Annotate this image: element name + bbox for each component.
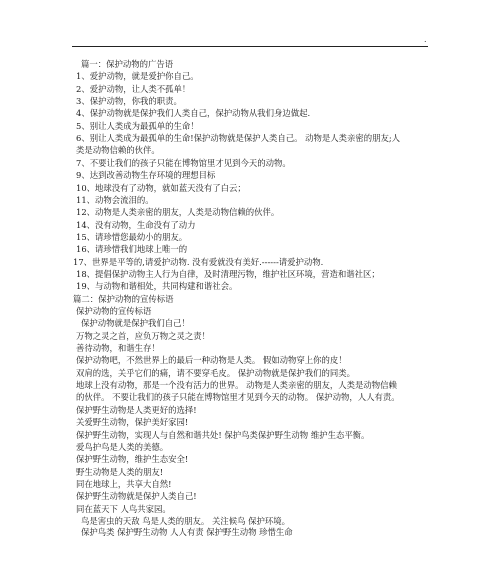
document-line: 爱鸟护鸟是人类的美德。 bbox=[76, 441, 169, 452]
document-line: 16、请珍惜我们地球上唯一的 bbox=[76, 244, 188, 255]
document-line: 7、不要让我们的孩子只能在博物馆里才见到今天的动物。 bbox=[76, 157, 291, 168]
document-line: 双肩的选，关乎它们的痛，请不要穿毛皮。 保护动物就是保护我们的同类。 bbox=[76, 367, 356, 378]
document-line: 类是动物信赖的伙伴。 bbox=[76, 145, 160, 156]
document-line: 保护动物的宣传标语 bbox=[76, 306, 152, 316]
document-line: 1、爱护动物，就是爱护你自己。 bbox=[76, 71, 199, 82]
document-line: 12、动物是人类亲密的朋友，人类是动物信赖的伙伴。 bbox=[76, 207, 280, 218]
document-line: 鸟是害虫的天敌 鸟是人类的朋友。 关注候鸟 保护环境。 bbox=[81, 515, 290, 526]
document-line: 11、动物会流泪的。 bbox=[76, 194, 154, 205]
document-line: 保护野生动物就是保护人类自己! bbox=[76, 491, 197, 502]
document-line: 保护野生动物是人类更好的选择! bbox=[76, 404, 197, 415]
document-line: 万物之灵之首，应负万物之灵之责！ bbox=[76, 330, 210, 341]
document-line: 地球上没有动物，那是一个没有活力的世界。 动物是人类亲密的朋友，人类是动物信赖 bbox=[76, 380, 397, 391]
document-line: 19、与动物和谐相处，共同构建和谐社会。 bbox=[76, 281, 238, 292]
document-line: 篇二：保护动物的宣传标语 bbox=[73, 293, 174, 304]
document-line: 3、保护动物，你我的职责。 bbox=[76, 96, 182, 107]
header-corner-mark: . bbox=[424, 35, 427, 44]
document-line: 保护野生动物，实现人与自然和谐共处! 保护鸟类保护野生动物 维护生态平衡。 bbox=[76, 429, 370, 440]
header-rule bbox=[72, 46, 428, 47]
document-line: 保护野生动物，维护生态安全! bbox=[76, 454, 189, 465]
document-line: 保护动物吧，不然世界上的最后一种动物是人类。 假如动物穿上你的皮！ bbox=[76, 355, 347, 366]
document-line: 2、爱护动物，让人类不孤单！ bbox=[76, 83, 191, 94]
document-line: 10、地球没有了动物，就如蓝天没有了白云； bbox=[76, 182, 246, 193]
document-line: 15、请珍惜您最幼小的朋友。 bbox=[76, 231, 188, 242]
document-line: 5、别让人类成为最孤单的生命！ bbox=[76, 120, 199, 131]
document-line: 篇一：保护动物的广告语 bbox=[81, 59, 174, 69]
document-line: 善待动物，和谐生存！ bbox=[76, 343, 160, 354]
document-line: 同在地球上，共享大自然! bbox=[76, 478, 172, 489]
document-line: 18、提倡保护动物主人行为自律，及时清理污物，维护社区环境，营造和谐社区； bbox=[76, 268, 380, 279]
document-line: 的伙伴。 不要让我们的孩子只能在博物馆里才见到今天的动物。 保护动物，人人有责。 bbox=[76, 392, 400, 403]
document-line: 关爱野生动物，保护美好家园! bbox=[76, 417, 189, 428]
document-line: 保护鸟类 保护野生动物 人人有责 保护野生动物 珍惜生命 bbox=[81, 527, 293, 538]
document-line: 保护动物就是保护我们自己！ bbox=[81, 318, 190, 329]
document-line: 同在蓝天下 人鸟共家园。 bbox=[76, 503, 171, 514]
document-line: 17、世界是平等的,请爱护动物. 没有爱就没有美好.------请爱护动物. bbox=[73, 256, 324, 267]
document-line: 4、保护动物就是保护我们人类自己，保护动物从我们身边做起. bbox=[76, 108, 311, 119]
document-line: 野生动物是人类的朋友! bbox=[76, 466, 164, 477]
document-line: 6、别让人类成为最孤单的生命!保护动物就是保护人类自己。 动物是人类亲密的朋友;人 bbox=[76, 133, 401, 144]
document-line: 14、没有动物，生命没有了动力 bbox=[76, 219, 196, 230]
document-line: 9、达到改善动物生存环境的理想目标 bbox=[76, 170, 216, 181]
